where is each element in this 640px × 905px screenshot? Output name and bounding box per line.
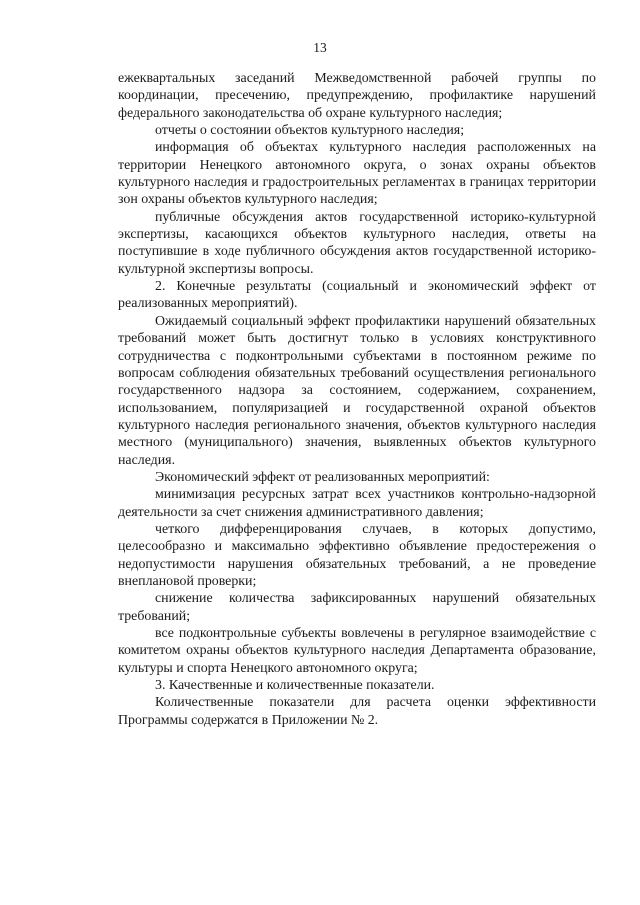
paragraph-6: Ожидаемый социальный эффект профилактики нарушений обязательных требований может быть достигнут только в условиях конструктивного сотрудничества с подконтрольными субъектами в постоянном режиме по вопросам соблюдения обязательных требований осуществления регионального государственного надзора за состоянием, содержанием, сохранением, использованием, популяризацией и государственной охраной объектов культурного наследия регионального значения, объектов культурного наследия местного (муниципального) значения, выявленных объектов культурного наследия. — [118, 313, 596, 468]
paragraph-12: 3. Качественные и количественные показатели. — [155, 678, 435, 694]
paragraph-7: Экономический эффект от реализованных мероприятий: — [155, 469, 490, 485]
paragraph-10: снижение количества зафиксированных нарушений обязательных требований; — [118, 591, 596, 624]
paragraph-11: все подконтрольные субъекты вовлечены в регулярное взаимодействие с комитетом охраны объектов культурного наследия Департамента образование, культуры и спорта Ненецкого автономного округа; — [118, 626, 596, 676]
paragraph-3: информация об объектах культурного наследия расположенных на территории Ненецкого автономного округа, о зонах охраны объектов культурного наследия и градостроительных регламентах в границах территории зон охраны объектов культурного наследия; — [118, 140, 596, 208]
document-body — [118, 70, 596, 729]
paragraph-2: отчеты о состоянии объектов культурного наследия; — [155, 123, 465, 139]
paragraph-9: четкого дифференцирования случаев, в которых допустимо, целесообразно и максимально эффективно объявление предостережения о недопустимости нарушения обязательных требований, а не проведение внеплановой проверки; — [118, 521, 596, 589]
paragraph-1: ежеквартальных заседаний Межведомственной рабочей группы по координации, пресечению, предупреждению, профилактике нарушений федерального законодательства об охране культурного наследия; — [118, 71, 596, 121]
paragraph-8: минимизация ресурсных затрат всех участников контрольно-надзорной деятельности за счет снижения административного давления; — [118, 487, 596, 520]
paragraph-5: 2. Конечные результаты (социальный и экономический эффект от реализованных мероприятий). — [118, 279, 596, 312]
paragraph-4: публичные обсуждения актов государственной историко-культурной экспертизы, касающихся объектов культурного наследия, ответы на поступившие в ходе публичного обсуждения актов государственной историко-культурной экспертизы вопросы. — [118, 209, 596, 277]
page-number: 13 — [313, 40, 327, 55]
paragraph-13: Количественные показатели для расчета оценки эффективности Программы содержатся в Приложении № 2. — [118, 695, 596, 728]
